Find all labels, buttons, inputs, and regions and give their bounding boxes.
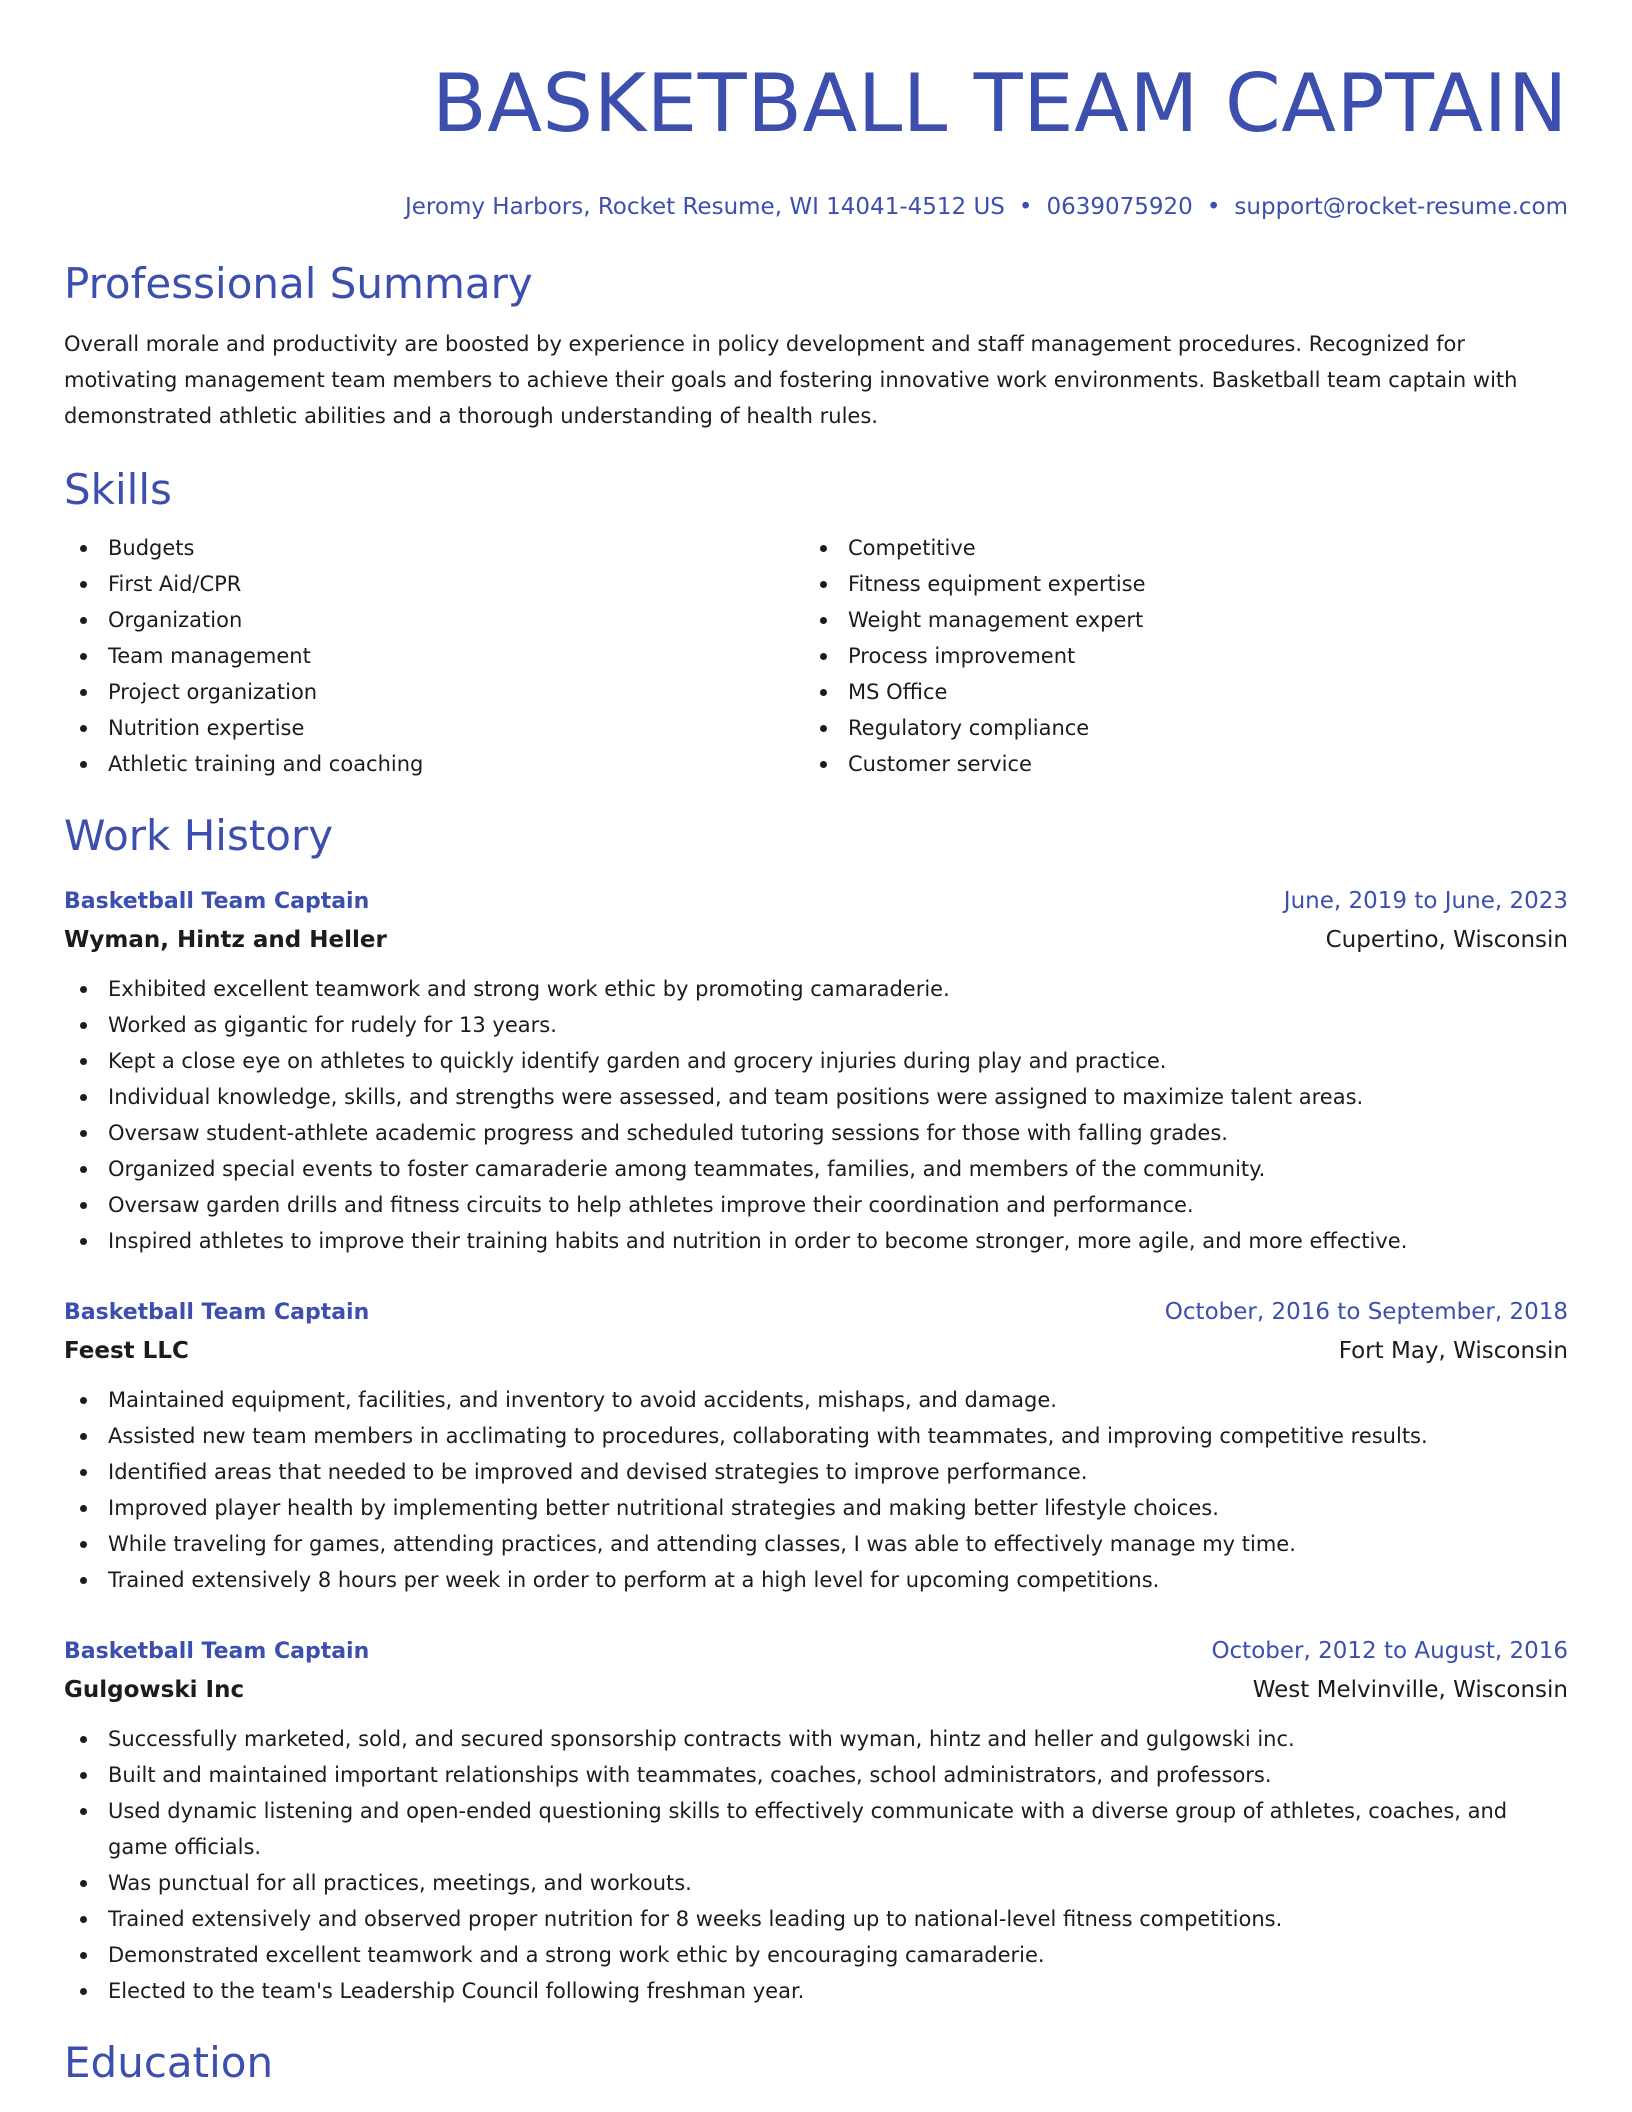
job-bullet: Maintained equipment, facilities, and inventory to avoid accidents, mishaps, and damage. (64, 1382, 1568, 1418)
job-header-row (64, 882, 1568, 921)
job-header-row (64, 1632, 1568, 1671)
contact-email: support@rocket-resume.com (1234, 194, 1568, 220)
job-bullets (64, 1382, 1568, 1598)
skill-item: Customer service (804, 746, 1568, 782)
job-position: Basketball Team Captain (64, 889, 370, 914)
job-entry (64, 882, 1568, 1259)
job-dates: June, 2019 to June, 2023 (1283, 888, 1568, 914)
skill-item: Competitive (804, 530, 1568, 566)
summary-heading: Professional Summary (64, 259, 533, 308)
skill-item: MS Office (804, 674, 1568, 710)
job-dates: October, 2016 to September, 2018 (1164, 1299, 1568, 1325)
job-entry (64, 1293, 1568, 1598)
skills-list-right (804, 530, 1568, 782)
skill-item: Nutrition expertise (64, 710, 804, 746)
job-bullet: Exhibited excellent teamwork and strong work ethic by promoting camaraderie. (64, 971, 1568, 1007)
education-section (64, 2037, 1568, 2089)
summary-section (64, 258, 1568, 434)
job-location: Fort May, Wisconsin (1338, 1338, 1568, 1364)
job-bullet: Individual knowledge, skills, and strengths were assessed, and team positions were assigned to maximize talent areas. (64, 1079, 1568, 1115)
job-bullets (64, 971, 1568, 1259)
job-bullet: Assisted new team members in acclimating to procedures, collaborating with teammates, and improving competitive results. (64, 1418, 1568, 1454)
job-entry (64, 1632, 1568, 2009)
skill-item: Fitness equipment expertise (804, 566, 1568, 602)
job-bullet: Improved player health by implementing better nutritional strategies and making better lifestyle choices. (64, 1490, 1568, 1526)
job-bullet: Organized special events to foster camaraderie among teammates, families, and members of the community. (64, 1151, 1568, 1187)
skill-item: Team management (64, 638, 804, 674)
skills-section (64, 464, 1568, 782)
job-bullet: Was punctual for all practices, meetings, and workouts. (64, 1865, 1568, 1901)
job-dates: October, 2012 to August, 2016 (1211, 1638, 1568, 1664)
contact-separator: • (1206, 194, 1221, 220)
work-history-section (64, 810, 1568, 2009)
job-bullet: Elected to the team's Leadership Council following freshman year. (64, 1973, 1568, 2009)
job-location: Cupertino, Wisconsin (1325, 927, 1568, 953)
work-history-heading: Work History (64, 811, 334, 860)
job-bullet: Oversaw garden drills and fitness circuits to help athletes improve their coordination and performance. (64, 1187, 1568, 1223)
job-location: West Melvinville, Wisconsin (1252, 1677, 1568, 1703)
job-bullet: Trained extensively and observed proper nutrition for 8 weeks leading up to national-level fitness competitions. (64, 1901, 1568, 1937)
job-bullet: Used dynamic listening and open-ended questioning skills to effectively communicate with a diverse group of athletes, coaches, and game officials. (64, 1793, 1568, 1865)
summary-text: Overall morale and productivity are boosted by experience in policy development and staff management procedures. Recognized for motivating management team members to achieve their goals and fostering innovative work environments. Basketball team captain with demonstrated athletic abilities and a thorough understanding of health rules. (64, 332, 1518, 428)
job-bullet: Kept a close eye on athletes to quickly identify garden and grocery injuries during play and practice. (64, 1043, 1568, 1079)
contact-line (64, 192, 1568, 222)
job-company: Feest LLC (64, 1338, 189, 1364)
job-bullet: Identified areas that needed to be improved and devised strategies to improve performance. (64, 1454, 1568, 1490)
skill-item: Regulatory compliance (804, 710, 1568, 746)
job-company-row (64, 921, 1568, 959)
job-bullet: Oversaw student-athlete academic progress and scheduled tutoring sessions for those with falling grades. (64, 1115, 1568, 1151)
resume-title: BASKETBALL TEAM CAPTAIN (431, 57, 1568, 150)
skills-grid (64, 530, 1568, 782)
skills-list-left (64, 530, 804, 782)
job-bullet: Built and maintained important relationships with teammates, coaches, school administrators, and professors. (64, 1757, 1568, 1793)
job-bullet: Trained extensively 8 hours per week in order to perform at a high level for upcoming competitions. (64, 1562, 1568, 1598)
job-bullet: Worked as gigantic for rudely for 13 years. (64, 1007, 1568, 1043)
skill-item: Project organization (64, 674, 804, 710)
contact-phone: 0639075920 (1046, 194, 1193, 220)
job-bullet: While traveling for games, attending practices, and attending classes, I was able to effectively manage my time. (64, 1526, 1568, 1562)
skill-item: First Aid/CPR (64, 566, 804, 602)
job-bullet: Inspired athletes to improve their training habits and nutrition in order to become stronger, more agile, and more effective. (64, 1223, 1568, 1259)
skills-heading: Skills (64, 465, 172, 514)
skill-item: Athletic training and coaching (64, 746, 804, 782)
job-company: Wyman, Hintz and Heller (64, 927, 387, 953)
job-bullet: Successfully marketed, sold, and secured sponsorship contracts with wyman, hintz and heller and gulgowski inc. (64, 1721, 1568, 1757)
job-position: Basketball Team Captain (64, 1639, 370, 1664)
job-company-row (64, 1671, 1568, 1709)
skill-item: Process improvement (804, 638, 1568, 674)
skill-item: Organization (64, 602, 804, 638)
education-heading: Education (64, 2038, 274, 2087)
skill-item: Weight management expert (804, 602, 1568, 638)
job-position: Basketball Team Captain (64, 1300, 370, 1325)
contact-address: Jeromy Harbors, Rocket Resume, WI 14041-4512 US (404, 194, 1005, 220)
job-header-row (64, 1293, 1568, 1332)
job-company: Gulgowski Inc (64, 1677, 245, 1703)
job-bullet: Demonstrated excellent teamwork and a strong work ethic by encouraging camaraderie. (64, 1937, 1568, 1973)
contact-separator: • (1018, 194, 1033, 220)
skill-item: Budgets (64, 530, 804, 566)
job-company-row (64, 1332, 1568, 1370)
job-bullets (64, 1721, 1568, 2009)
